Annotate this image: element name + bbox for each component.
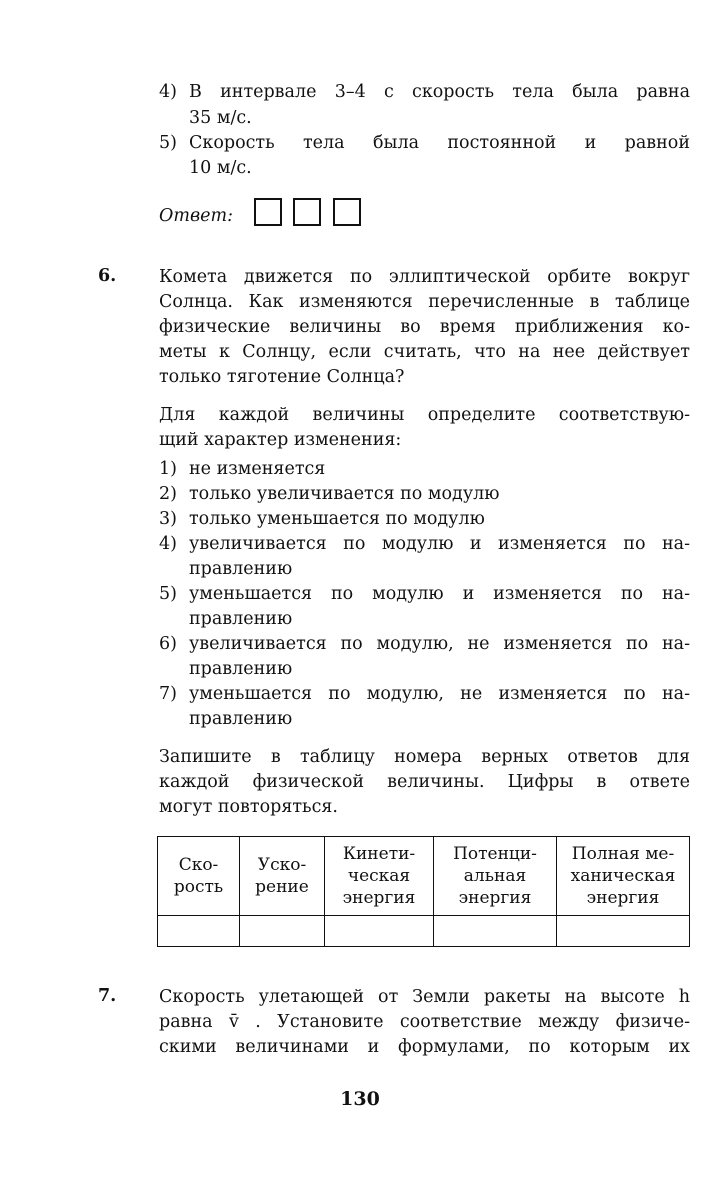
option-text: Скорость тела была постоянной и равной <box>189 133 690 153</box>
q6-option-2 <box>159 482 690 507</box>
answer-box-3[interactable] <box>333 198 361 226</box>
answer-box-2[interactable] <box>293 198 321 226</box>
q6-option-6 <box>159 632 690 682</box>
q6-option-1 <box>159 457 690 482</box>
option-number: 7) <box>159 684 177 704</box>
option-number: 2) <box>159 484 177 504</box>
q6-write-line: каждой физической величины. Цифры в ответе <box>159 772 690 792</box>
answer-cell-speed[interactable] <box>158 916 240 947</box>
answer-cell-acceleration[interactable] <box>240 916 325 947</box>
question-number: 7. <box>98 986 117 1006</box>
option-text-cont: 10 м/с. <box>189 158 252 178</box>
option-text-cont: правлению <box>189 609 293 629</box>
header-kinetic-energy: Кинети- ческая энергия <box>325 837 434 916</box>
q7-line: скими величинами и формулами, по которым их <box>159 1037 690 1057</box>
answer-table <box>157 836 690 947</box>
q6-option-7 <box>159 682 690 732</box>
answer-cell-total[interactable] <box>557 916 690 947</box>
q6-instruction-line: щий характер изменения: <box>159 430 402 450</box>
question-number: 6. <box>98 266 117 286</box>
prev-option-4 <box>159 80 690 105</box>
q6-option-4 <box>159 532 690 582</box>
option-text-cont: 35 м/с. <box>189 108 252 128</box>
page-number: 130 <box>340 1088 380 1110</box>
option-number: 5) <box>159 584 177 604</box>
option-number: 4) <box>159 82 177 102</box>
answer-cell-potential[interactable] <box>434 916 557 947</box>
option-text: увеличивается по модулю, не изменяется по на- <box>189 634 690 654</box>
table-answer-row <box>158 916 690 947</box>
option-text-cont: правлению <box>189 709 293 729</box>
q7-line: равна v̄ . Установите соответствие между физиче- <box>159 1012 690 1032</box>
header-total-energy: Полная ме- ханическая энергия <box>557 837 690 916</box>
option-text: только увеличивается по модулю <box>189 484 500 504</box>
option-number: 3) <box>159 509 177 529</box>
q6-intro-line: физические величины во время приближения ко- <box>159 317 690 337</box>
q6-intro-line: меты к Солнцу, если считать, что на нее действует <box>159 342 690 362</box>
q6-write-line: Запишите в таблицу номера верных ответов для <box>159 747 690 767</box>
option-text-cont: правлению <box>189 659 293 679</box>
table-header-row <box>158 837 690 916</box>
answer-box-1[interactable] <box>254 198 282 226</box>
header-speed: Ско- рость <box>158 837 240 916</box>
q6-write-line: могут повторяться. <box>159 797 338 817</box>
q6-option-3 <box>159 507 690 532</box>
option-number: 6) <box>159 634 177 654</box>
answer-cell-kinetic[interactable] <box>325 916 434 947</box>
option-number: 4) <box>159 534 177 554</box>
q6-option-5 <box>159 582 690 632</box>
option-text: не изменяется <box>189 459 326 479</box>
q6-instruction-line: Для каждой величины определите соответствую- <box>159 405 690 425</box>
header-acceleration: Уско- рение <box>240 837 325 916</box>
answer-label: Ответ: <box>159 206 233 226</box>
q6-intro-line: только тяготение Солнца? <box>159 367 405 387</box>
header-potential-energy: Потенци- альная энергия <box>434 837 557 916</box>
option-text: только уменьшается по модулю <box>189 509 485 529</box>
q6-intro-line: Комета движется по эллиптической орбите вокруг <box>159 267 690 287</box>
q7-line: Скорость улетающей от Земли ракеты на высоте h <box>159 987 690 1007</box>
option-text: увеличивается по модулю и изменяется по на- <box>189 534 690 554</box>
option-number: 1) <box>159 459 177 479</box>
option-number: 5) <box>159 133 177 153</box>
option-text-cont: правлению <box>189 559 293 579</box>
option-text: уменьшается по модулю и изменяется по на- <box>189 584 690 604</box>
option-text: уменьшается по модулю, не изменяется по на- <box>189 684 690 704</box>
option-text: В интервале 3–4 с скорость тела была равна <box>189 82 690 102</box>
prev-option-5 <box>159 131 690 156</box>
q6-intro-line: Солнца. Как изменяются перечисленные в таблице <box>159 292 690 312</box>
